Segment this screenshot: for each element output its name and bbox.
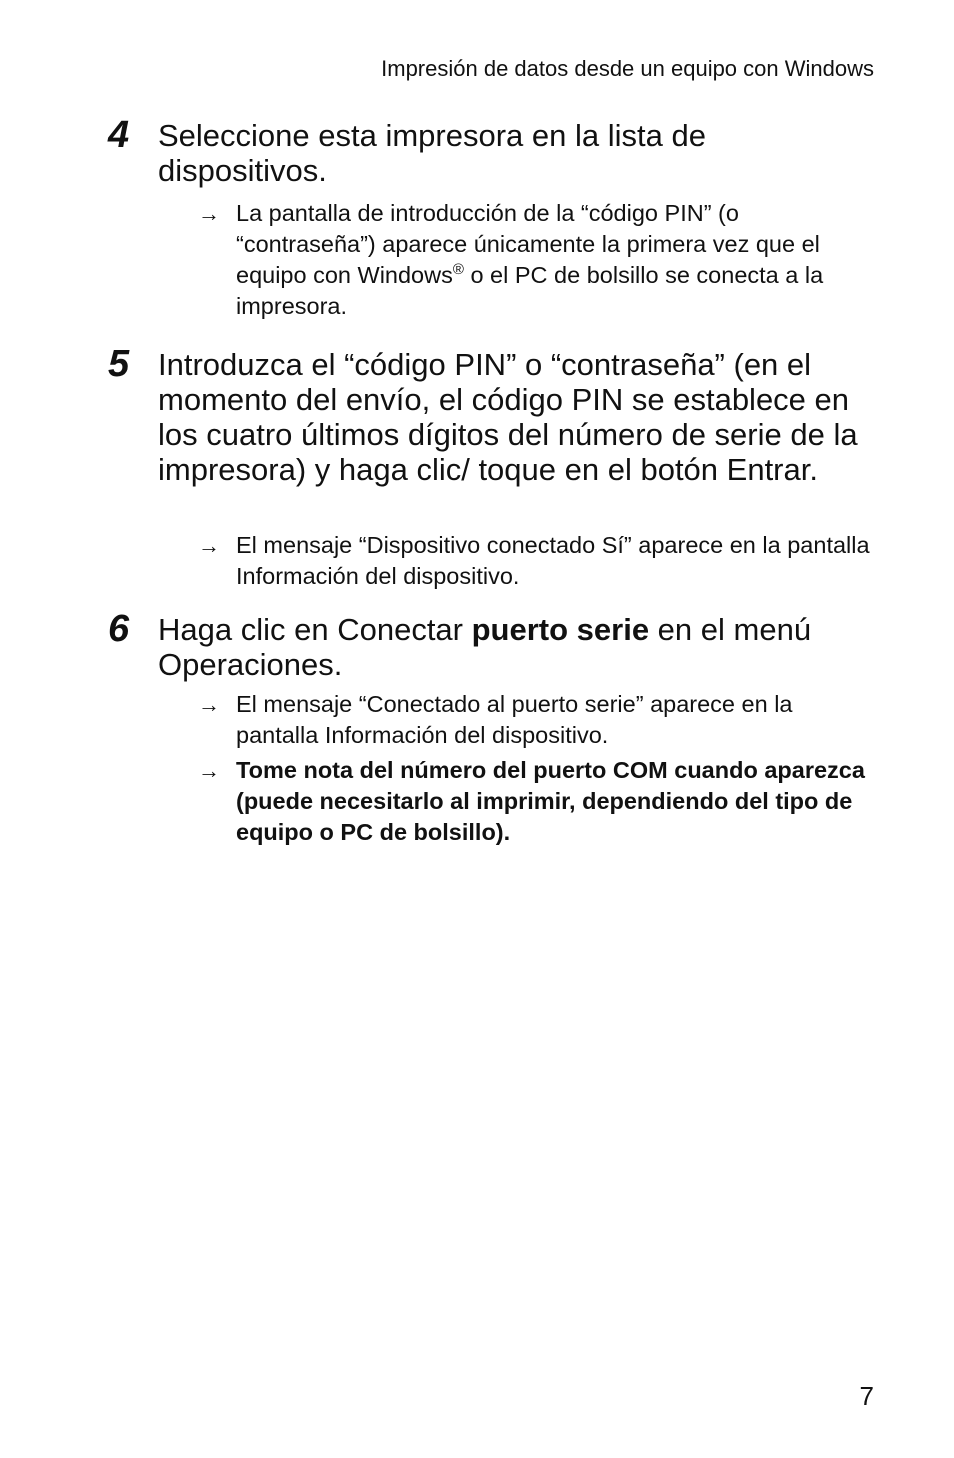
note-text-continued: o el PC de bolsillo se conecta a la impresora. [236,262,824,319]
step-note [198,530,876,592]
arrow-right-icon: → [198,758,220,783]
step-number: 6 [108,608,130,650]
step-title: Seleccione esta impresora en la lista de dispositivos. [158,118,706,188]
running-header: Impresión de datos desde un equipo con Windows [381,56,874,81]
step-title-text: Haga clic en Conectar [158,612,472,647]
note-text: La pantalla de introducción de la “código PIN” (o “contraseña”) aparece únicamente la primera vez que el equipo con Windows [236,200,820,288]
note-text: El mensaje “Conectado al puerto serie” aparece en la pantalla Información del dispositivo. [236,691,793,748]
note-text: Tome nota del número del puerto COM cuando aparezca (puede necesitarlo al imprimir, dependiendo del tipo de equipo o PC de bolsillo). [236,757,865,845]
arrow-right-icon: → [198,692,220,717]
step-note [198,689,876,751]
note-text: El mensaje “Dispositivo conectado Sí” aparece en la pantalla Información del dispositivo. [236,532,870,589]
menu-item-reference: puerto serie [471,612,650,647]
step-title: Introduzca el “código PIN” o “contraseña” (en el momento del envío, el código PIN se establece en los cuatro últimos dígitos del número de serie de la impresora) y haga clic/ toque en el botón Entrar. [158,347,858,487]
step-number: 4 [108,114,130,156]
step-title [158,612,878,682]
step-title-text-continued: en el menú Operaciones. [158,612,812,682]
step-number: 5 [108,343,130,385]
registered-mark: ® [452,261,464,278]
arrow-right-icon: → [198,201,220,226]
page-number: 7 [859,1381,874,1411]
step-note-important [198,755,876,848]
step-note [198,198,876,322]
arrow-right-icon: → [198,533,220,558]
